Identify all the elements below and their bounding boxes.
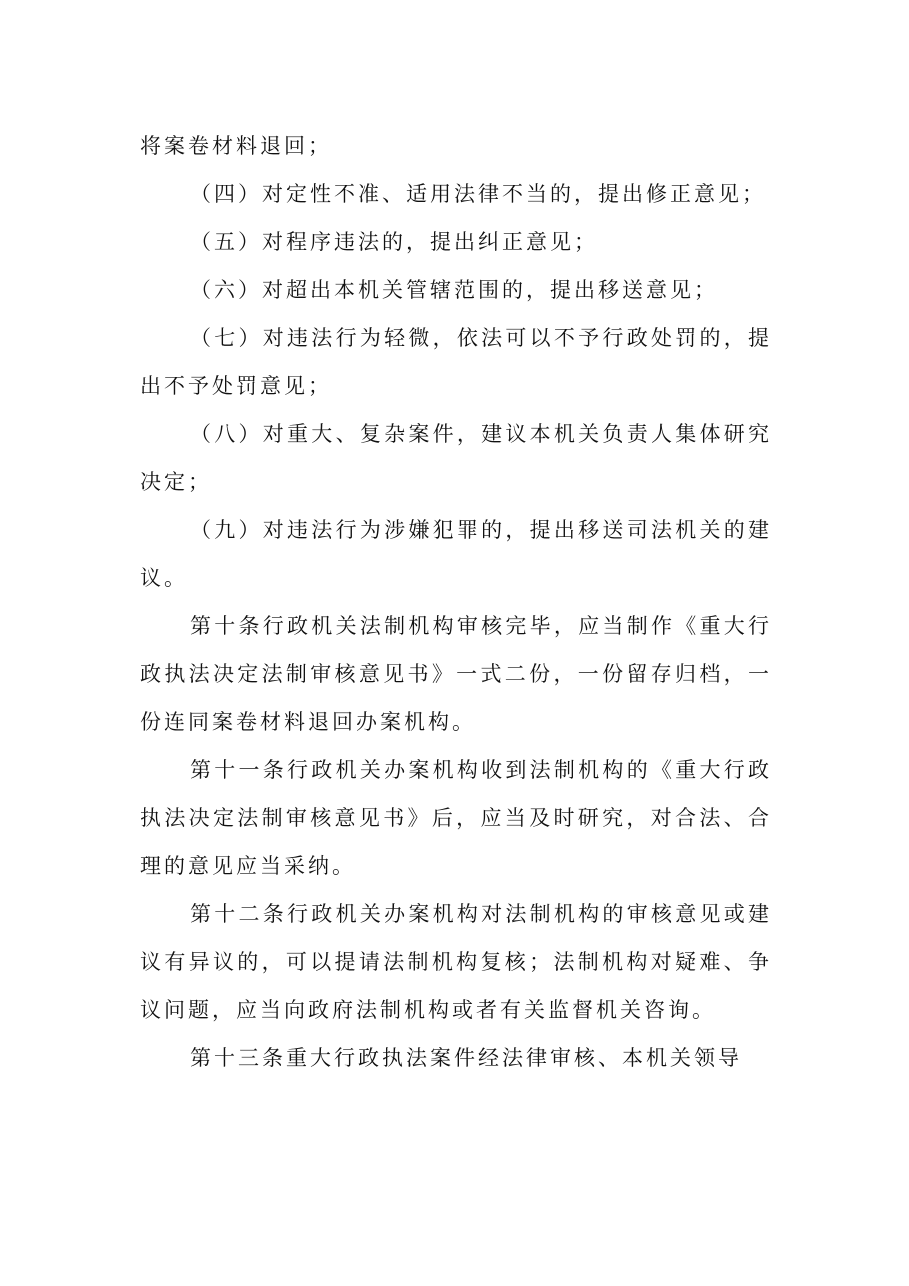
- paragraph-item-5: （五）对程序违法的，提出纠正意见；: [190, 230, 598, 254]
- paragraph-article-13: 第十三条重大行政执法案件经法律审核、本机关领导: [190, 1046, 742, 1070]
- paragraph-continuation: 将案卷材料退回；: [140, 134, 332, 158]
- paragraph-item-7: （七）对违法行为轻微，依法可以不予行政处罚的，提出不予处罚意见；: [140, 326, 772, 398]
- paragraph-item-6: （六）对超出本机关管辖范围的，提出移送意见；: [190, 278, 718, 302]
- paragraph-article-12: 第十二条行政机关办案机构对法制机构的审核意见或建议有异议的，可以提请法制机构复核；法制机构对疑难、争议问题，应当向政府法制机构或者有关监督机关咨询。: [140, 902, 772, 1022]
- document-body: [140, 122, 772, 1082]
- paragraph-item-4: （四）对定性不准、适用法律不当的，提出修正意见；: [190, 182, 766, 206]
- paragraph-item-8: （八）对重大、复杂案件，建议本机关负责人集体研究决定；: [140, 422, 772, 494]
- paragraph-article-10: 第十条行政机关法制机构审核完毕，应当制作《重大行政执法决定法制审核意见书》一式二份，一份留存归档，一份连同案卷材料退回办案机构。: [140, 614, 772, 734]
- paragraph-article-11: 第十一条行政机关办案机构收到法制机构的《重大行政执法决定法制审核意见书》后，应当及时研究，对合法、合理的意见应当采纳。: [140, 758, 772, 878]
- paragraph-item-9: （九）对违法行为涉嫌犯罪的，提出移送司法机关的建议。: [140, 518, 772, 590]
